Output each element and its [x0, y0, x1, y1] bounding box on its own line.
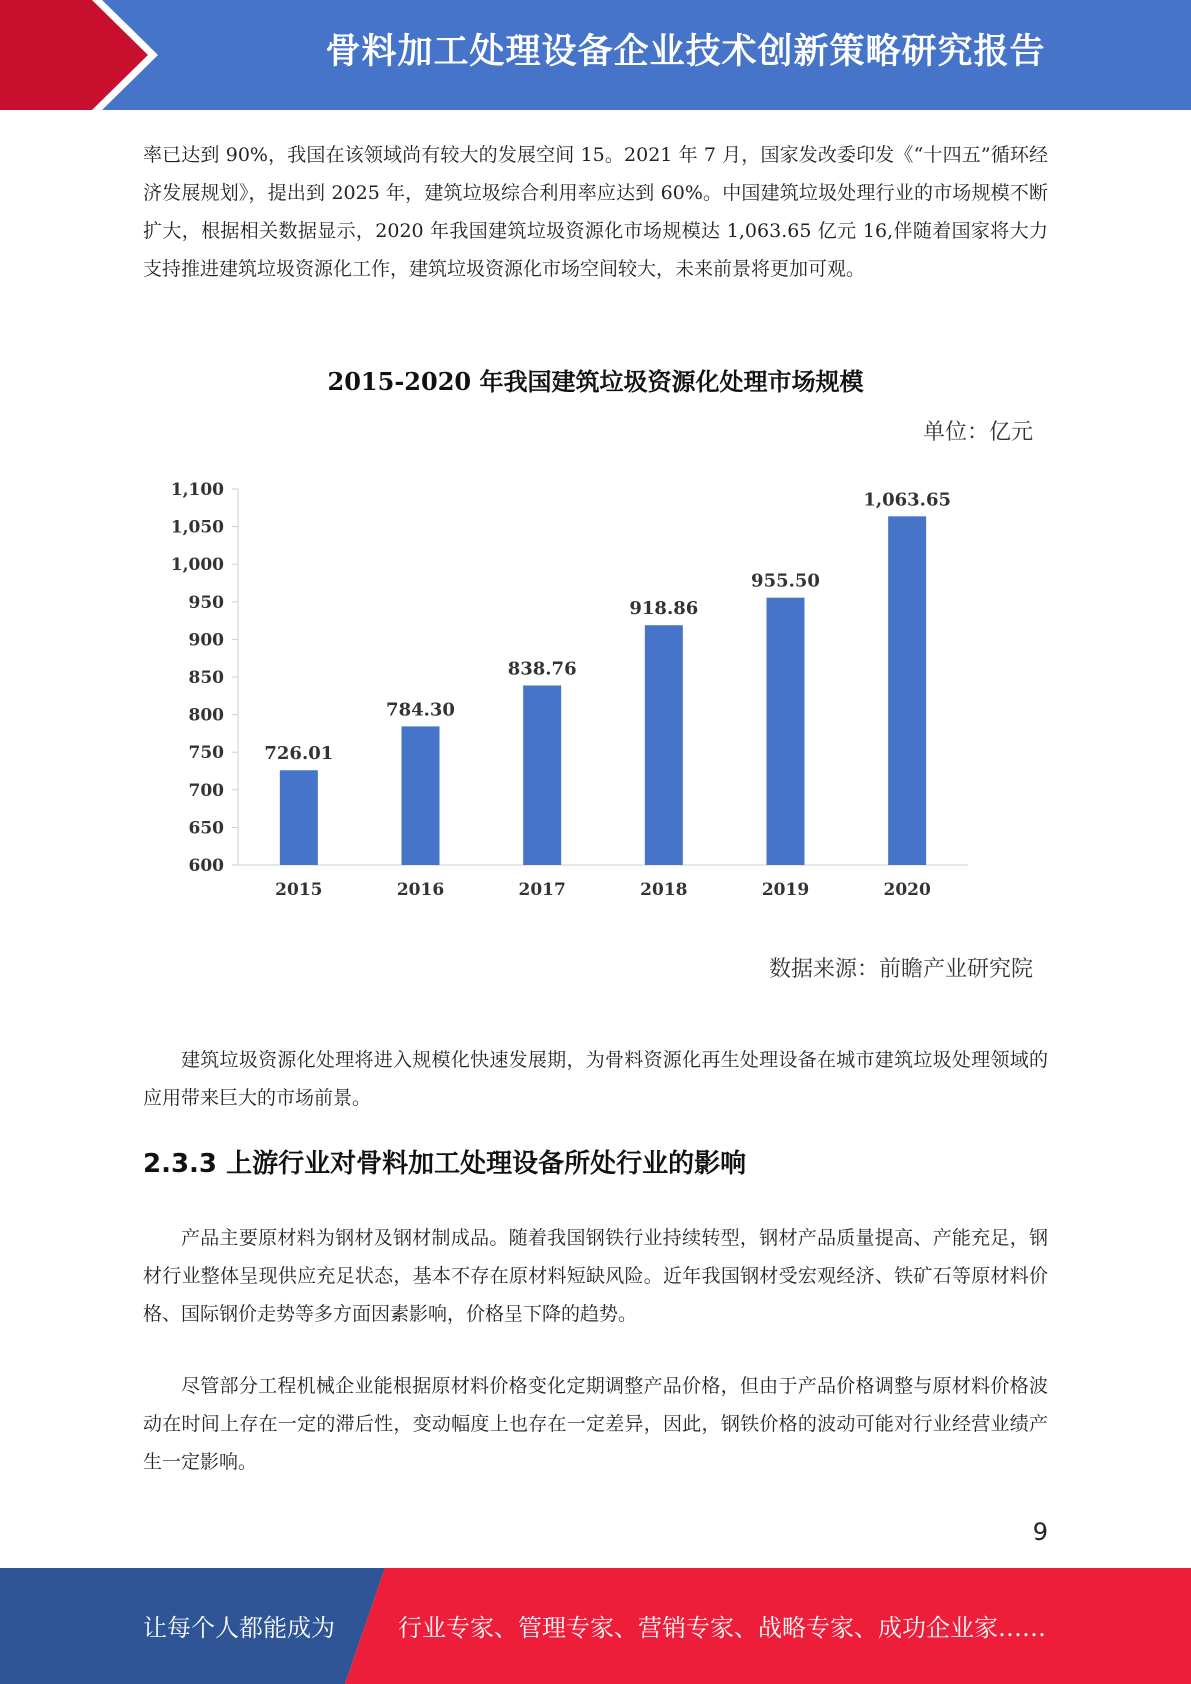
header-title: 骨料加工处理设备企业技术创新策略研究报告	[325, 32, 1046, 72]
bar	[280, 770, 318, 865]
bar	[888, 516, 926, 865]
paragraph-price-volatility: 尽管部分工程机械企业能根据原材料价格变化定期调整产品价格，但由于产品价格调整与原材料价格波动在时间上存在一定的滞后性，变动幅度上也存在一定差异，因此，钢铁价格的波动可能对行业经营业绩产生一定影响。	[143, 1375, 1048, 1473]
y-tick-label: 1,000	[170, 555, 224, 576]
paragraph-development-outlook: 建筑垃圾资源化处理将进入规模化快速发展期，为骨料资源化再生处理设备在城市建筑垃圾处理领域的应用带来巨大的市场前景。	[143, 1049, 1048, 1109]
paragraph-market-intro: 率已达到 90%，我国在该领域尚有较大的发展空间 15。2021 年 7 月，国家发改委印发《“十四五”循环经济发展规划》，提出到 2025 年，建筑垃圾综合利用率应达到 60%。中国建筑垃圾处理行业的市场规模不断扩大，根据相关数据显示，2020 年我国建筑垃圾资源化市场规模达 1,063.65 亿元 16,伴随着国家将大力支持推进建筑垃圾资源化工作，建筑垃圾资源化市场空间较大，未来前景将更加可观。	[143, 144, 1048, 280]
section-heading: 2.3.3 上游行业对骨料加工处理设备所处行业的影响	[143, 1149, 747, 1179]
x-tick-label: 2019	[761, 880, 810, 900]
chart-unit-label: 单位：亿元	[922, 420, 1033, 445]
x-tick-label: 2016	[396, 880, 445, 900]
y-tick-label: 850	[188, 668, 224, 688]
bar-chart	[150, 470, 980, 910]
y-tick-label: 950	[188, 592, 224, 613]
y-tick-label: 800	[188, 705, 224, 726]
bar	[767, 598, 805, 865]
bar	[402, 726, 440, 865]
x-tick-label: 2020	[883, 880, 931, 900]
y-tick-label: 1,050	[170, 517, 224, 538]
y-tick-label: 600	[188, 856, 224, 876]
page-number: 9	[1032, 1518, 1048, 1546]
paragraph-raw-materials: 产品主要原材料为钢材及钢材制成品。随着我国钢铁行业持续转型，钢材产品质量提高、产能充足，钢材行业整体呈现供应充足状态，基本不存在原材料短缺风险。近年我国钢材受宏观经济、铁矿石等原材料价格、国际钢价走势等多方面因素影响，价格呈下降的趋势。	[143, 1227, 1048, 1325]
footer-slogan-right: 行业专家、管理专家、营销专家、战略专家、成功企业家……	[398, 1614, 1046, 1642]
y-tick-label: 750	[188, 743, 224, 764]
bar-value-label: 955.50	[751, 570, 820, 592]
bar-value-label: 918.86	[629, 598, 699, 620]
bar-value-label: 838.76	[507, 658, 577, 680]
bar	[645, 625, 683, 865]
x-tick-label: 2018	[640, 880, 688, 900]
x-tick-label: 2017	[518, 880, 566, 900]
y-tick-label: 1,100	[170, 480, 224, 500]
bar-value-label: 784.30	[386, 699, 455, 721]
chart-title: 2015-2020 年我国建筑垃圾资源化处理市场规模	[327, 367, 864, 396]
y-tick-label: 650	[188, 818, 224, 839]
x-tick-label: 2015	[275, 880, 323, 900]
y-tick-label: 900	[188, 630, 224, 651]
chart-source: 数据来源：前瞻产业研究院	[768, 957, 1033, 982]
header-red-arrow	[0, 0, 148, 110]
bar-value-label: 1,063.65	[863, 489, 952, 511]
y-tick-label: 700	[188, 780, 224, 801]
footer-slogan-left: 让每个人都能成为	[143, 1614, 335, 1642]
bar-value-label: 726.01	[264, 743, 334, 765]
page-footer	[0, 1568, 1191, 1684]
bar	[523, 685, 561, 865]
page-header	[0, 0, 1191, 110]
